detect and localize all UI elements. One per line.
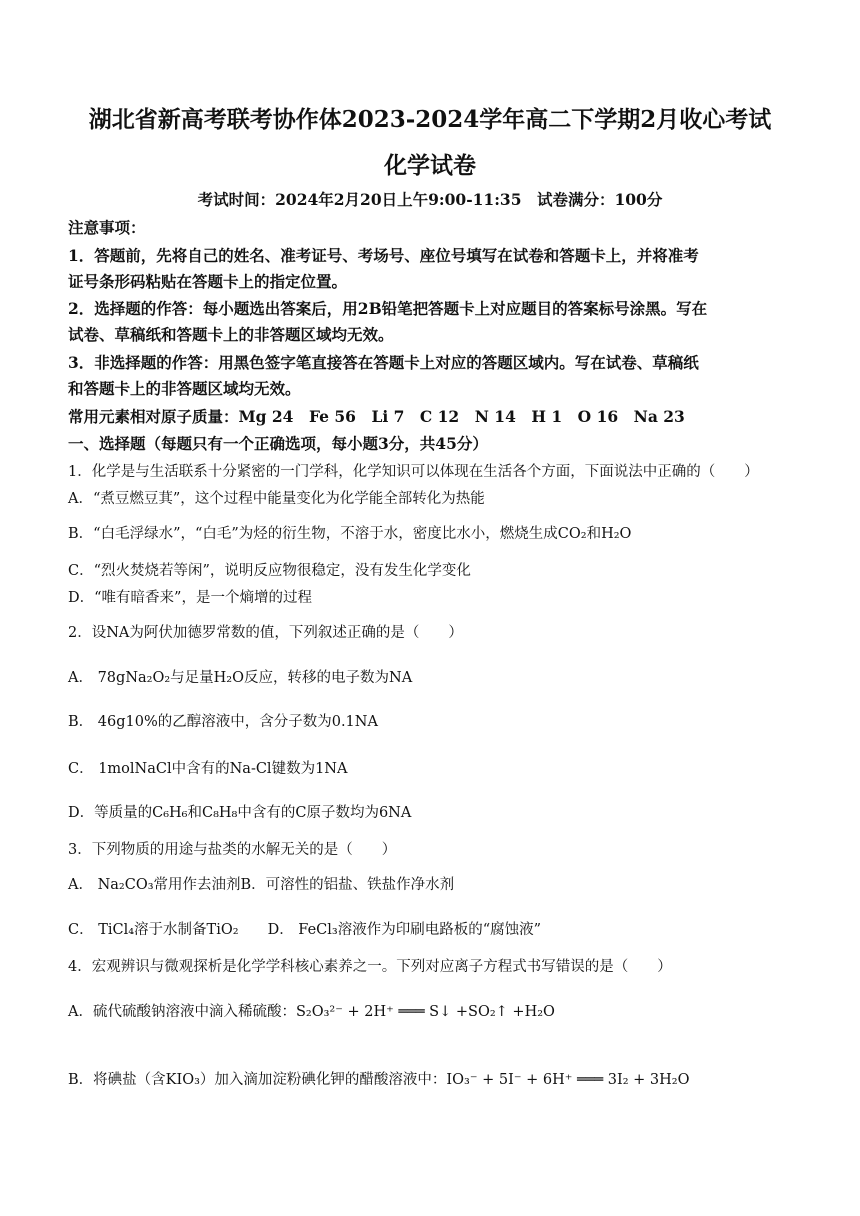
q2-option-a: A． 78gNa₂O₂与足量H₂O反应，转移的电子数为NA — [68, 670, 413, 686]
q2-option-d: D．等质量的C₆H₆和C₈H₈中含有的C原子数均为6NA — [68, 805, 412, 821]
atomic-masses: 常用元素相对原子质量：Mg 24 Fe 56 Li 7 C 12 N 14 H 1 O 16 Na 23 — [68, 407, 685, 426]
page-title-line1: 湖北省新高考联考协作体2023-2024学年高二下学期2月收心考试 — [88, 106, 772, 133]
q4-option-b: B．将碘盐（含KIO₃）加入滴加淀粉碘化钾的醋酸溶液中：IO₃⁻ + 5I⁻ + 6H⁺ ═══ 3I₂ + 3H₂O — [68, 1072, 690, 1088]
note-line: 证号条形码粘贴在答题卡上的指定位置。 — [68, 272, 348, 291]
q4-option-a: A．硫代硫酸钠溶液中滴入稀硫酸：S₂O₃²⁻ + 2H⁺ ═══ S↓ +SO₂↑ +H₂O — [68, 1004, 555, 1020]
exam-info: 考试时间：2024年2月20日上午9:00-11:35 试卷满分：100分 — [197, 190, 663, 209]
q2-stem: 2．设NA为阿伏加德罗常数的值，下列叙述正确的是（ ） — [68, 625, 463, 641]
note-line: 和答题卡上的非答题区域均无效。 — [68, 379, 301, 398]
q3-options-cd: C． TiCl₄溶于水制备TiO₂ D． FeCl₃溶液作为印刷电路板的“腐蚀液” — [68, 922, 542, 938]
q2-option-b: B． 46g10%的乙醇溶液中，含分子数为0.1NA — [68, 714, 378, 730]
note-line: 试卷、草稿纸和答题卡上的非答题区域均无效。 — [68, 325, 394, 344]
note-line: 1．答题前，先将自己的姓名、准考证号、考场号、座位号填写在试卷和答题卡上，并将准考 — [68, 246, 699, 265]
q1-stem: 1．化学是与生活联系十分紧密的一门学科，化学知识可以体现在生活各个方面，下面说法中正确的（ ） — [68, 464, 759, 480]
q1-option-a: A．“煮豆燃豆萁”，这个过程中能量变化为化学能全部转化为热能 — [68, 491, 485, 507]
q1-option-c: C．“烈火焚烧若等闲”，说明反应物很稳定，没有发生化学变化 — [68, 563, 471, 579]
section1-heading: 一、选择题（每题只有一个正确选项，每小题3分，共45分） — [68, 434, 488, 453]
q1-option-b: B．“白毛浮绿水”，“白毛”为烃的衍生物，不溶于水，密度比水小，燃烧生成CO₂和H₂O — [68, 526, 632, 542]
note-line: 2．选择题的作答：每小题选出答案后，用2B铅笔把答题卡上对应题目的答案标号涂黑。写在 — [68, 299, 708, 318]
notes-heading: 注意事项： — [68, 218, 146, 237]
q4-stem: 4．宏观辨识与微观探析是化学学科核心素养之一。下列对应离子方程式书写错误的是（ ） — [68, 959, 672, 975]
page-title-line2: 化学试卷 — [384, 152, 476, 179]
q1-option-d: D．“唯有暗香来”，是一个熵增的过程 — [68, 590, 312, 606]
q3-options-ab: A． Na₂CO₃常用作去油剂B．可溶性的铝盐、铁盐作净水剂 — [68, 877, 455, 893]
q3-stem: 3．下列物质的用途与盐类的水解无关的是（ ） — [68, 842, 397, 858]
q2-option-c: C． 1molNaCl中含有的Na-Cl键数为1NA — [68, 761, 348, 777]
note-line: 3．非选择题的作答：用黑色签字笔直接答在答题卡上对应的答题区域内。写在试卷、草稿纸 — [68, 353, 699, 372]
